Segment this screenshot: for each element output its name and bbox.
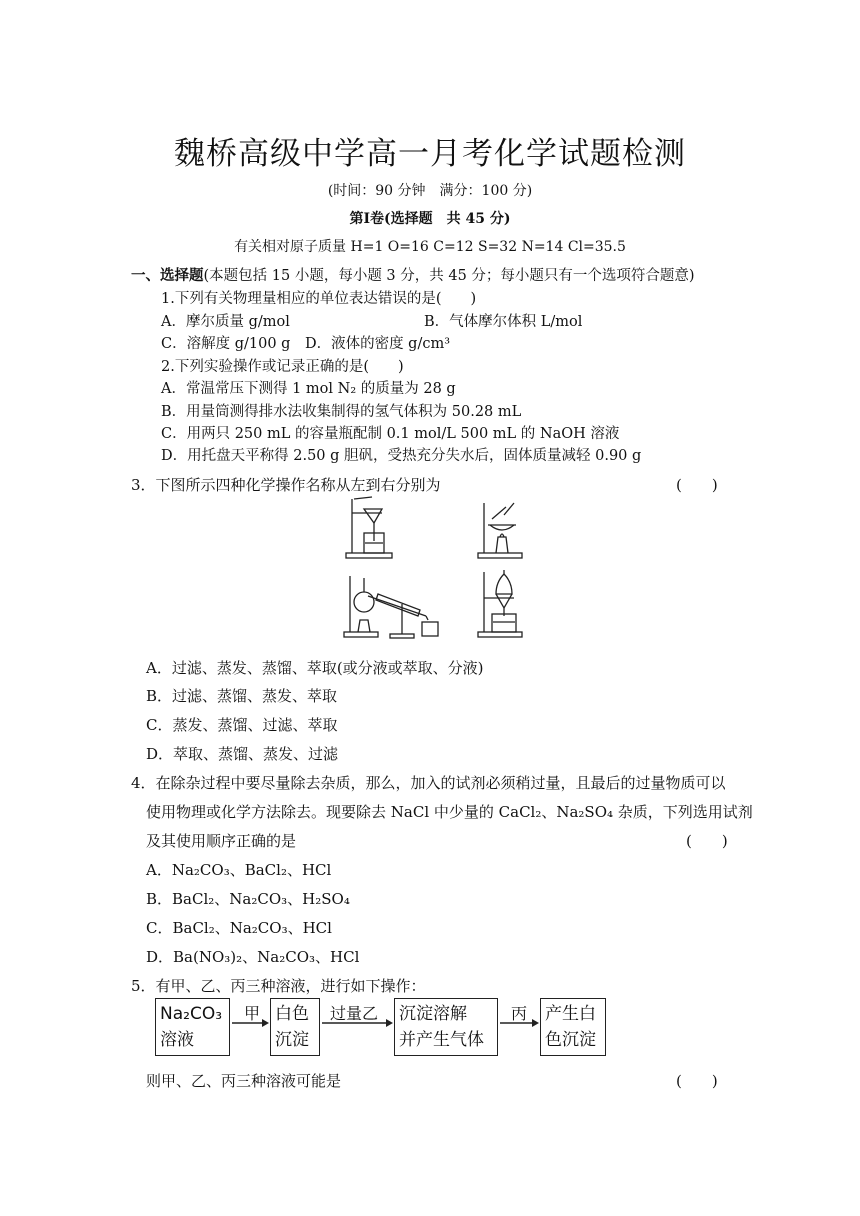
q2-option-c: C．用两只 250 mL 的容量瓶配制 0.1 mol/L 500 mL 的 NaOH 溶液 [161, 426, 620, 442]
q4-option-b: B．BaCl₂、Na₂CO₃、H₂SO₄ [146, 890, 350, 908]
q5-stem: 5．有甲、乙、丙三种溶液，进行如下操作： [131, 977, 426, 995]
part1-heading-line [131, 264, 695, 285]
flow-box-na2co3: Na₂CO₃ 溶液 [155, 998, 230, 1056]
q4-stem-line2: 使用物理或化学方法除去。现要除去 NaCl 中少量的 CaCl₂、Na₂SO₄ 杂质，下列选用试剂 [146, 803, 753, 821]
flow-arrow3-label: 丙 [511, 1004, 528, 1023]
flow-arrow2-label: 过量乙 [330, 1004, 379, 1023]
page-title: 魏桥高级中学高一月考化学试题检测 [174, 136, 686, 172]
flow-box-white-precipitate: 白色 沉淀 [270, 998, 320, 1056]
q4-answer-paren: ( ) [686, 832, 728, 850]
section-heading: 第Ⅰ卷(选择题 共 45 分) [349, 211, 511, 227]
flow-arrow2-icon [322, 1018, 394, 1028]
q5-after: 则甲、乙、丙三种溶液可能是 [146, 1072, 342, 1090]
q3-answer-paren: ( ) [676, 476, 718, 494]
filtration-apparatus-icon [342, 495, 402, 561]
flow-arrow1-label: 甲 [244, 1004, 261, 1023]
flow-arrow3-icon [500, 1018, 540, 1028]
q4-option-d: D．Ba(NO₃)₂、Na₂CO₃、HCl [146, 948, 360, 966]
flow-box-dissolve-gas: 沉淀溶解 并产生气体 [394, 998, 498, 1056]
q4-stem-line3: 及其使用顺序正确的是 [146, 832, 297, 850]
flow-box-white-precipitate-2: 产生白 色沉淀 [540, 998, 606, 1056]
q5-answer-paren: ( ) [676, 1072, 718, 1090]
q1-stem: 1.下列有关物理量相应的单位表达错误的是( ) [161, 291, 477, 307]
flow-arrow1-icon [232, 1018, 270, 1028]
part1-heading: 一、选择题 [131, 267, 204, 284]
atomic-mass-line: 有关相对原子质量 H=1 O=16 C=12 S=32 N=14 Cl=35.5 [234, 239, 626, 255]
q3-option-b: B．过滤、蒸馏、蒸发、萃取 [146, 687, 338, 705]
separatory-funnel-apparatus-icon [474, 568, 526, 640]
q1-option-b: B．气体摩尔体积 L/mol [424, 314, 583, 330]
part1-desc: (本题包括 15 小题，每小题 3 分，共 45 分；每小题只有一个选项符合题意) [203, 268, 695, 284]
q2-option-b: B．用量筒测得排水法收集制得的氢气体积为 50.28 mL [161, 404, 522, 420]
q3-option-a: A．过滤、蒸发、蒸馏、萃取(或分液或萃取、分液) [146, 659, 484, 677]
q3-stem: 3．下图所示四种化学操作名称从左到右分别为 [131, 476, 441, 494]
q1-option-cd: C．溶解度 g/100 g D．液体的密度 g/cm³ [161, 336, 451, 352]
q3-option-c: C．蒸发、蒸馏、过滤、萃取 [146, 716, 338, 734]
q1-option-a: A．摩尔质量 g/mol [161, 314, 290, 330]
q4-option-a: A．Na₂CO₃、BaCl₂、HCl [146, 861, 332, 879]
q4-option-c: C．BaCl₂、Na₂CO₃、HCl [146, 919, 332, 937]
q2-stem: 2.下列实验操作或记录正确的是( ) [161, 359, 404, 375]
exam-time-line: (时间：90 分钟 满分：100 分) [327, 183, 533, 199]
distillation-apparatus-icon [342, 572, 442, 640]
q2-option-a: A．常温常压下测得 1 mol N₂ 的质量为 28 g [161, 381, 456, 397]
evaporation-apparatus-icon [474, 495, 526, 561]
q4-stem-line1: 4．在除杂过程中要尽量除去杂质，那么，加入的试剂必须稍过量，且最后的过量物质可以 [131, 774, 726, 792]
q3-option-d: D．萃取、蒸馏、蒸发、过滤 [146, 745, 339, 763]
q2-option-d: D．用托盘天平称得 2.50 g 胆矾，受热充分失水后，固体质量减轻 0.90 g [161, 448, 642, 464]
